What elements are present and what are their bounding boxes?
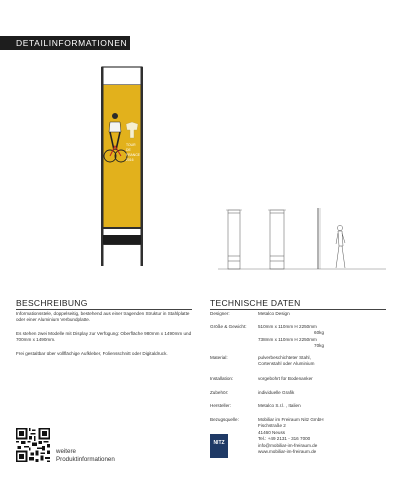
spec-manufacturer bbox=[210, 403, 386, 411]
specs-divider bbox=[210, 309, 386, 310]
qr-code-icon[interactable] bbox=[16, 428, 50, 462]
spec-material-line-2: Cortenstahl oder Aluminium bbox=[258, 361, 315, 367]
spec-source-line-2: Fischstraße 2 bbox=[258, 423, 286, 429]
specs-title: TECHNISCHE DATEN bbox=[210, 298, 301, 308]
spec-source-label: Bezugsquelle: bbox=[210, 417, 239, 422]
poster-text-3: FRANCE bbox=[126, 153, 140, 157]
qr-caption-line-2: Produktinformationen bbox=[56, 456, 115, 463]
spec-installation bbox=[210, 376, 386, 384]
spec-material-label: Material: bbox=[210, 355, 228, 360]
spec-source-line-4: Tel.: +49 2131 - 316 7000 bbox=[258, 436, 311, 442]
spec-size-label: Größe & Gewicht: bbox=[210, 324, 247, 329]
spec-designer-label: Designer: bbox=[210, 311, 230, 316]
spec-source bbox=[210, 417, 386, 459]
page-title: DETAILINFORMATIONEN bbox=[16, 38, 128, 48]
spec-source-line-3: 41460 Neuss bbox=[258, 429, 286, 435]
spec-designer-value: Metalco Design bbox=[258, 311, 290, 316]
spec-accessories bbox=[210, 390, 386, 398]
description-paragraph-1: Informationsstele, doppelseitig, bestehend aus einer tragenden Struktur in Stahlplatte oder einer Aluminium Verbundplatte. bbox=[16, 311, 190, 323]
spec-accessories-label: Zubehör: bbox=[210, 390, 229, 395]
stele-product-image bbox=[100, 66, 144, 266]
dimension-drawing bbox=[218, 206, 386, 272]
poster-text-4: 2016 bbox=[126, 158, 134, 162]
qr-caption-line-1: weitere bbox=[56, 448, 76, 455]
spec-material-line-1: pulverbeschichteter Stahl, bbox=[258, 355, 311, 360]
spec-source-line-6: www.mobiliar-im-freiraum.de bbox=[258, 449, 317, 455]
spec-installation-value: vorgebohrt für Bodenanker bbox=[258, 376, 313, 381]
qr-caption bbox=[56, 448, 115, 464]
header-bar bbox=[0, 36, 130, 50]
spec-material bbox=[210, 355, 386, 369]
spec-accessories-value: individuelle Grafik bbox=[258, 390, 295, 395]
nitz-logo bbox=[210, 434, 228, 458]
spec-designer bbox=[210, 311, 386, 319]
spec-size-line-2: 60kg bbox=[314, 330, 324, 336]
poster-text-1: TOUR bbox=[126, 143, 136, 147]
spec-source-line-5: info@mobiliar-im-freiraum.de bbox=[258, 442, 318, 448]
description-paragraph-3: Frei gestaltbar über vollflächige Aufkleber, Foliensschnitt oder Digitaldruck. bbox=[16, 351, 168, 356]
poster-text-2: DE bbox=[126, 148, 131, 152]
spec-source-line-1: Mobiliar im Freiraum Nitz GmbH bbox=[258, 417, 324, 422]
spec-size-line-3: 738mm x 110mm H 2250mm bbox=[258, 336, 317, 342]
spec-size-line-1: 510mm x 110mm H 2250mm bbox=[258, 324, 317, 329]
spec-size bbox=[210, 324, 386, 352]
description-divider bbox=[16, 309, 192, 310]
spec-installation-label: Installation: bbox=[210, 376, 234, 381]
spec-size-line-4: 70kg bbox=[314, 343, 324, 349]
spec-manufacturer-label: Hersteller: bbox=[210, 403, 231, 408]
description-title: BESCHREIBUNG bbox=[16, 298, 88, 308]
description-paragraph-2: Es stehen zwei Modelle mit Display zur Verfügung: Oberfläche 980mm x 1490mm und 700mm x 1490mm. bbox=[16, 331, 192, 343]
spec-manufacturer-value: Metalco S.r.l. , Italien bbox=[258, 403, 301, 408]
logo-text: NITZ bbox=[213, 440, 225, 446]
person-silhouette-icon bbox=[336, 225, 345, 268]
